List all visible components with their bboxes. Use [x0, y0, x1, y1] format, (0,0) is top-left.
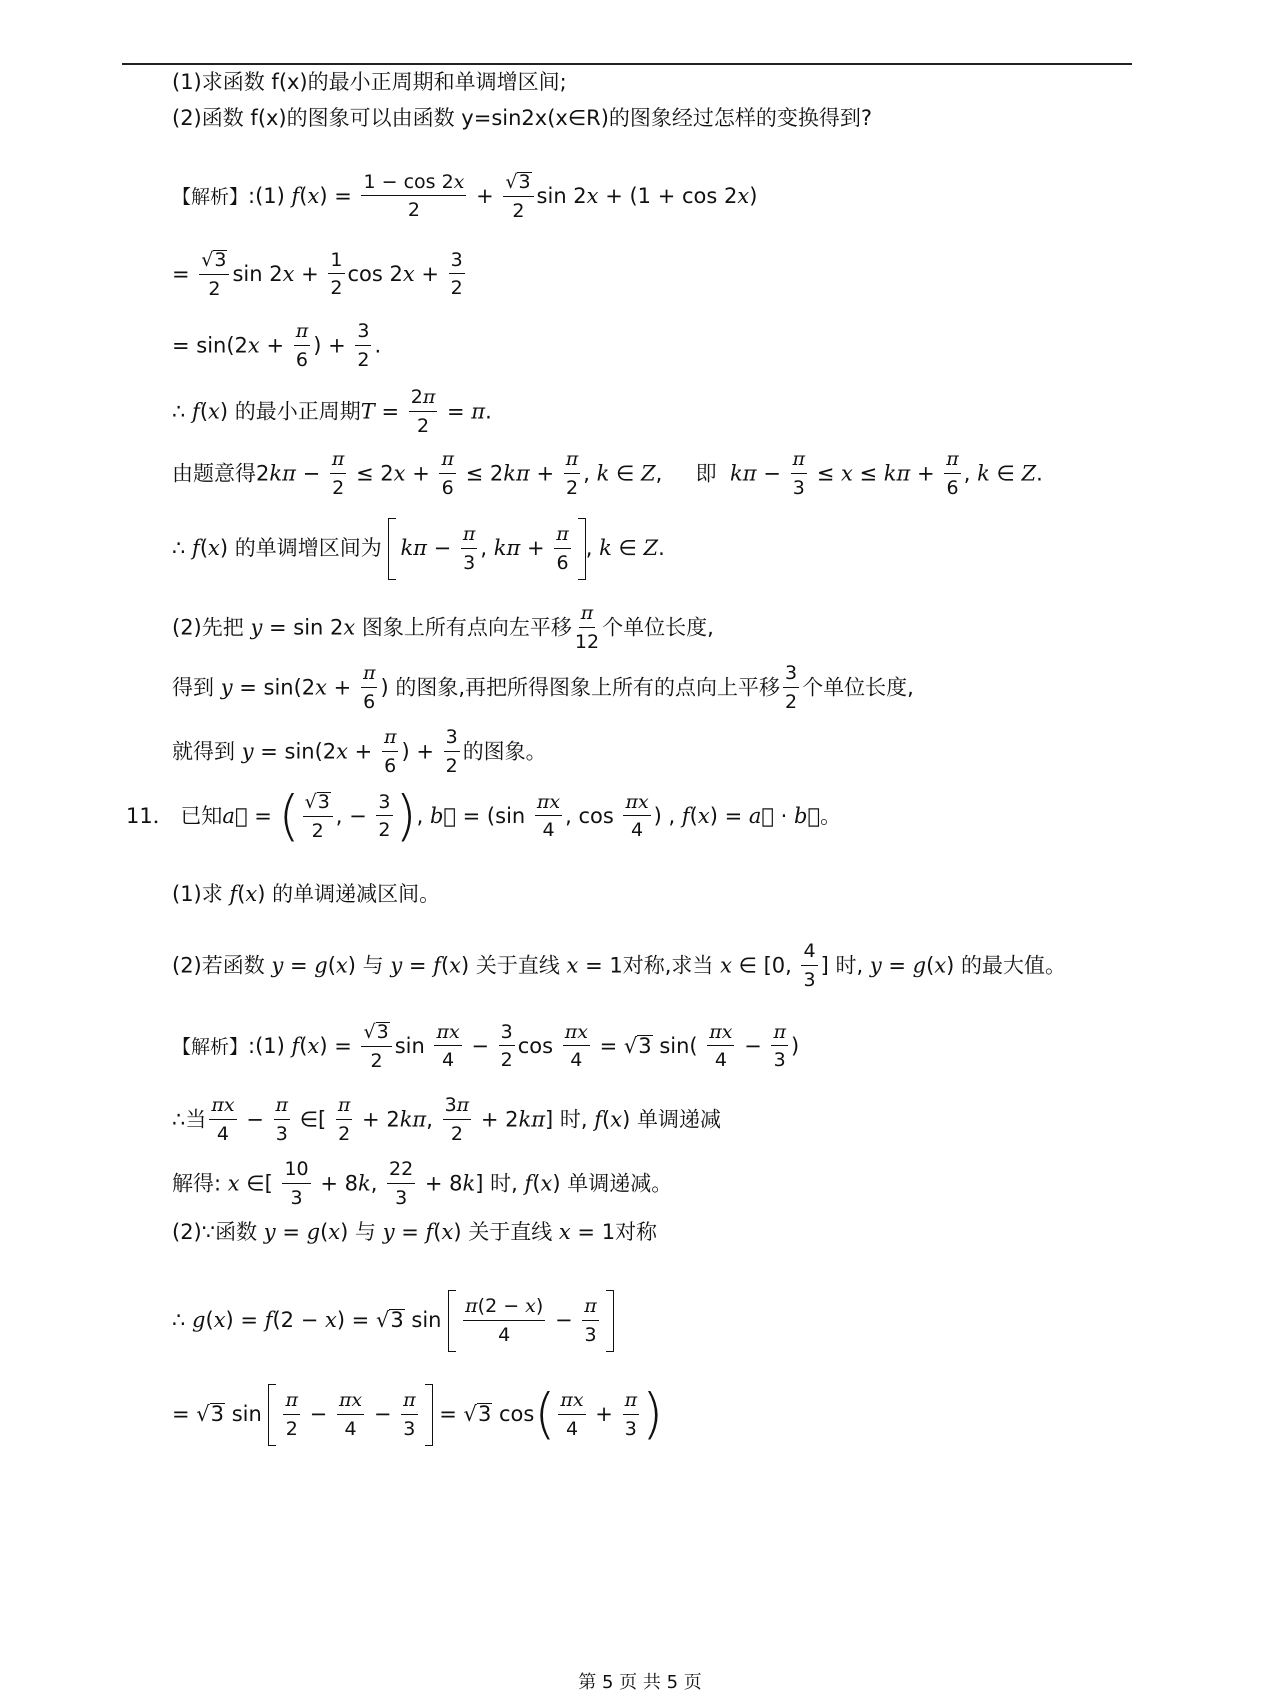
q11-part2: (2)若函数 y = g(x) 与 y = f(x) 关于直线 x = 1对称,求当 x ∈ [0, $\frac{4}{3}$ ] 时, y = g(x) 的最大值。: [172, 940, 1067, 991]
sol10-p2b: 得到 y = sin(2x + $\frac{\pi}{6}$ ) 的图象,再把所得图象上所有的点向上平移 $\frac{3}{2}$ 个单位长度,: [172, 662, 914, 713]
top-rule: [122, 63, 1132, 65]
sol10-line3: = sin(2x + $\frac{\pi}{6}$ ) + $\frac{3}{2}$ .: [172, 320, 382, 371]
sol11-g: ∴ g(x) = f(2 − x) = √3 sin $\frac{\pi(2 - x)}{4}$ − $\frac{\pi}{3}$: [172, 1290, 614, 1352]
sol11-p2: (2)∵函数 y = g(x) 与 y = f(x) 关于直线 x = 1对称: [172, 1220, 658, 1244]
sol11-line3: 解得: x ∈[ $\frac{10}{3}$ + 8k, $\frac{22}{3}$ + 8k] 时, f(x) 单调递减。: [172, 1158, 673, 1209]
sol10-increasing: ∴ f(x) 的单调增区间为 kπ − $\frac{\pi}{3}$ , kπ + $\frac{\pi}{6}$ , k ∈ Z.: [172, 518, 665, 580]
q10-part1: (1)求函数 f(x)的最小正周期和单调增区间;: [172, 70, 567, 94]
sol11-line2: ∴当 $\frac{\pi x}{4}$ − $\frac{\pi}{3}$ ∈[ $\frac{\pi}{2}$ + 2kπ, $\frac{3\pi}{2}$ + 2kπ] 时, f(x) 单调递减: [172, 1094, 721, 1145]
sol10-condition: 由题意得2kπ − $\frac{\pi}{2}$ ≤ 2x + $\frac{\pi}{6}$ ≤ 2kπ + $\frac{\pi}{2}$ , k ∈ Z, 即 kπ − $\frac{\pi}{3}$ ≤ x ≤ kπ + $\frac{\pi}{6}$ , k ∈ Z.: [172, 448, 1043, 499]
sol10-line1: 【解析】:(1) f(x) = $\frac{1 - \cos 2x}{2}$ + $\frac{√3}{2}$ sin 2x + (1 + cos 2x): [172, 170, 758, 222]
sol11-g2: = √3 sin $\frac{\pi}{2}$ − $\frac{\pi x}{4}$ − $\frac{\pi}{3}$ = √3 cos( $\frac{\pi x}{4}$ + $\frac{\pi}{3}$ ): [172, 1382, 664, 1446]
sol10-p2a: (2)先把 y = sin 2x 图象上所有点向左平移 $\frac{\pi}{12}$ 个单位长度,: [172, 602, 714, 653]
sol10-line2: = $\frac{√3}{2}$ sin 2x + $\frac{1}{2}$ cos 2x + $\frac{3}{2}$: [172, 248, 463, 300]
q11-statement: 11． 已知a⃗ = ( $\frac{√3}{2}$ , − $\frac{3}{2}$ ), b⃗ = (sin $\frac{\pi x}{4}$ , cos $\frac{\pi x}{4}$ ) , f(x) = a⃗ · b⃗。: [126, 784, 842, 848]
q11-part1: (1)求 f(x) 的单调递减区间。: [172, 882, 441, 906]
q10-part2: (2)函数 f(x)的图象可以由函数 y=sin2x(x∈R)的图象经过怎样的变换得到?: [172, 106, 873, 130]
page-footer: 第 5 页 共 5 页: [578, 1672, 702, 1693]
sol10-period: ∴ f(x) 的最小正周期T = $\frac{2\pi}{2}$ = π.: [172, 386, 492, 437]
sol11-line1: 【解析】:(1) f(x) = $\frac{√3}{2}$ sin $\frac{\pi x}{4}$ − $\frac{3}{2}$ cos $\frac{\pi x}{4}$ = √3 sin( $\frac{\pi x}{4}$ − $\frac{\pi}{3}$ ): [172, 1020, 800, 1072]
sol10-p2c: 就得到 y = sin(2x + $\frac{\pi}{6}$ ) + $\frac{3}{2}$ 的图象。: [172, 726, 547, 777]
